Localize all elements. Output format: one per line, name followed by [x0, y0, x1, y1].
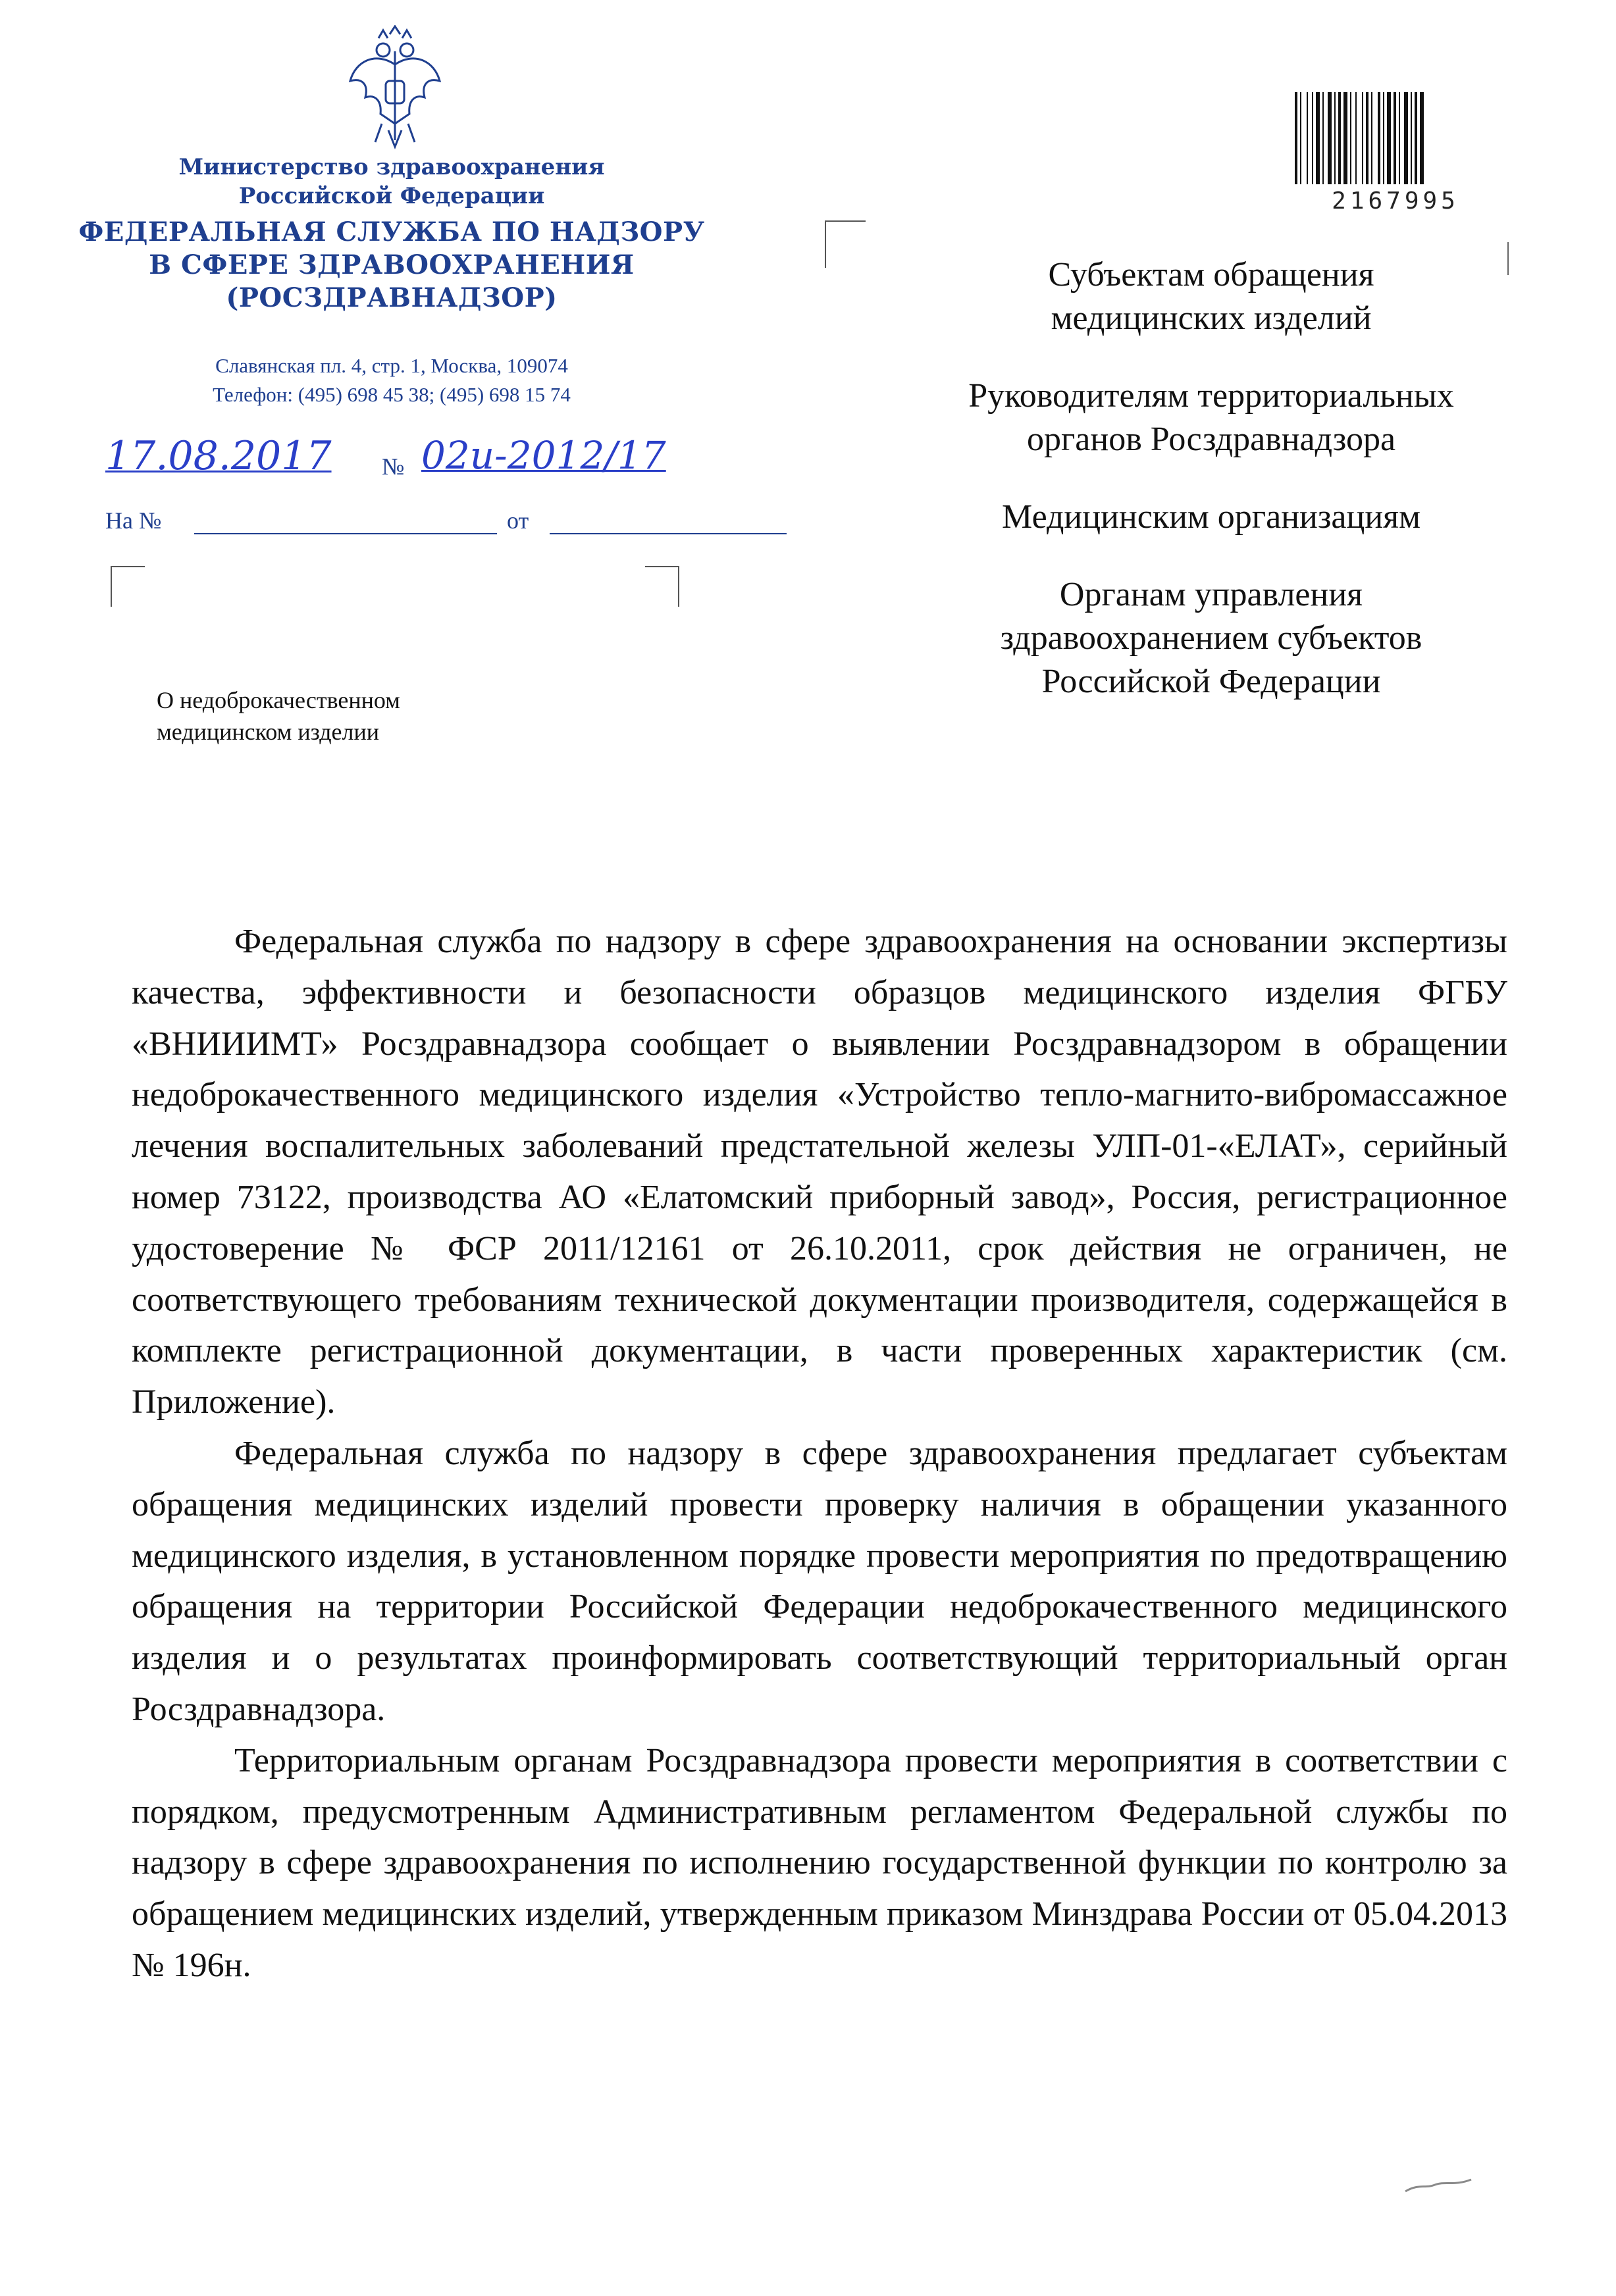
service-line: (РОСЗДРАВНАДЗОР)	[226, 282, 558, 313]
subject-line: О недоброкачественном	[157, 687, 400, 713]
coat-of-arms-icon	[342, 25, 448, 150]
addressee-line: Органам управления	[1059, 576, 1363, 613]
ministry-line: Российской Федерации	[238, 183, 545, 209]
addressee-line: Российской Федерации	[1041, 663, 1381, 700]
body-paragraph: Федеральная служба по надзору в сфере здравоохранения предлагает субъектам обращения медицинских изделий провести проверку наличия в обращении указанного медицинского изделия, в установленном порядке провести мероприятия по предотвращению обращения на территории Российской Федерации недоброкачественного медицинского изделия и о результатах проинформировать соответствующий территориальный орган Росздравнадзора.	[132, 1434, 1507, 1728]
addressee	[908, 253, 1514, 340]
barcode-bar	[1366, 92, 1368, 184]
service-line: ФЕДЕРАЛЬНАЯ СЛУЖБА ПО НАДЗОРУ	[78, 217, 705, 247]
address-line: Телефон: (495) 698 45 38; (495) 698 15 74	[213, 383, 571, 406]
corner-mark	[645, 566, 679, 607]
barcode-bar	[1350, 92, 1351, 184]
reply-from-label: от	[507, 507, 529, 534]
barcode-bar	[1387, 92, 1391, 184]
barcode-bar	[1338, 92, 1341, 184]
addressee	[908, 496, 1514, 539]
addressee	[908, 374, 1514, 461]
addressee-line: органов Росздравнадзора	[1026, 421, 1396, 458]
addressee-line: здравоохранением субъектов	[1000, 619, 1422, 657]
barcode-bar	[1316, 92, 1320, 184]
registration-row	[105, 421, 796, 494]
barcode-bar	[1295, 92, 1297, 184]
addressee-line: Медицинским организациям	[1002, 498, 1421, 536]
barcode-bar	[1383, 92, 1384, 184]
addressee-list	[908, 253, 1514, 738]
reply-date-blank	[550, 533, 787, 534]
barcode-bar	[1394, 92, 1396, 184]
barcode-bar	[1420, 92, 1424, 184]
barcode-bar	[1404, 92, 1408, 184]
ministry-line: Министерство здравоохранения	[178, 154, 605, 180]
addressee-line: Субъектам обращения	[1048, 256, 1374, 293]
corner-mark	[825, 220, 866, 268]
barcode-bar	[1378, 92, 1380, 184]
barcode-bar	[1312, 92, 1313, 184]
barcode-bar	[1322, 92, 1324, 184]
service-name	[53, 216, 731, 315]
address-line: Славянская пл. 4, стр. 1, Москва, 109074	[215, 354, 568, 377]
service-address	[118, 351, 665, 409]
barcode-bar	[1334, 92, 1336, 184]
addressee-line: медицинских изделий	[1051, 299, 1372, 337]
barcode-bar	[1399, 92, 1400, 184]
barcode-number: 2167995	[1332, 188, 1459, 215]
body-paragraph: Территориальным органам Росздравнадзора провести мероприятия в соответствии с порядком, предусмотренным Административным регламентом Федеральной службы по надзору в сфере здравоохранения по исполнению государственной функции по контролю за обращением медицинских изделий, утвержденным приказом Минздрава России от 05.04.2013 № 196н.	[132, 1741, 1507, 1984]
barcode-bar	[1307, 92, 1308, 184]
barcode-bar	[1371, 92, 1372, 184]
letter-body	[132, 916, 1507, 1991]
service-line: В СФЕРЕ ЗДРАВООХРАНЕНИЯ	[149, 249, 635, 280]
barcode-bar	[1411, 92, 1412, 184]
addressee	[908, 573, 1514, 703]
barcode-bar	[1415, 92, 1417, 184]
addressee-line: Руководителям территориальных	[968, 377, 1454, 415]
barcode-bar	[1355, 92, 1357, 184]
registration-number: 02и-2012/17	[421, 433, 666, 478]
barcode-bar	[1343, 92, 1347, 184]
barcode-bar	[1362, 92, 1363, 184]
letter-subject	[157, 684, 617, 748]
body-paragraph: Федеральная служба по надзору в сфере здравоохранения на основании экспертизы качества, эффективности и безопасности образцов медицинского изделия ФГБУ «ВНИИИМТ» Росздравнадзора сообщает о выявлении Росздравнадзором в обращении недоброкачественного медицинского изделия «Устройство тепло-магнито-вибромассажное лечения воспалительных заболеваний предстательной железы УЛП-01-«ЕЛАТ», серийный номер 73122, производства АО «Елатомский приборный завод», Россия, регистрационное удостоверение № ФСР 2011/12161 от 26.10.2011, срок действия не ограничен, не соответствующего требованиям технической документации производителя, содержащейся в комплекте регистрационной документации, в части проверенных характеристик (см. Приложение).	[132, 923, 1507, 1421]
reply-number-label: На №	[105, 507, 162, 534]
corner-mark	[111, 566, 145, 607]
reply-reference-row	[105, 507, 685, 546]
ministry-name	[118, 153, 665, 211]
subject-line: медицинском изделии	[157, 719, 380, 745]
barcode-icon	[1293, 92, 1498, 184]
handwritten-mark-icon	[1402, 2172, 1474, 2198]
registration-date: 17.08.2017	[105, 433, 332, 479]
barcode-bar	[1300, 92, 1301, 184]
registration-number-label: №	[382, 453, 405, 480]
reply-number-blank	[194, 533, 497, 534]
barcode-bar	[1328, 92, 1332, 184]
